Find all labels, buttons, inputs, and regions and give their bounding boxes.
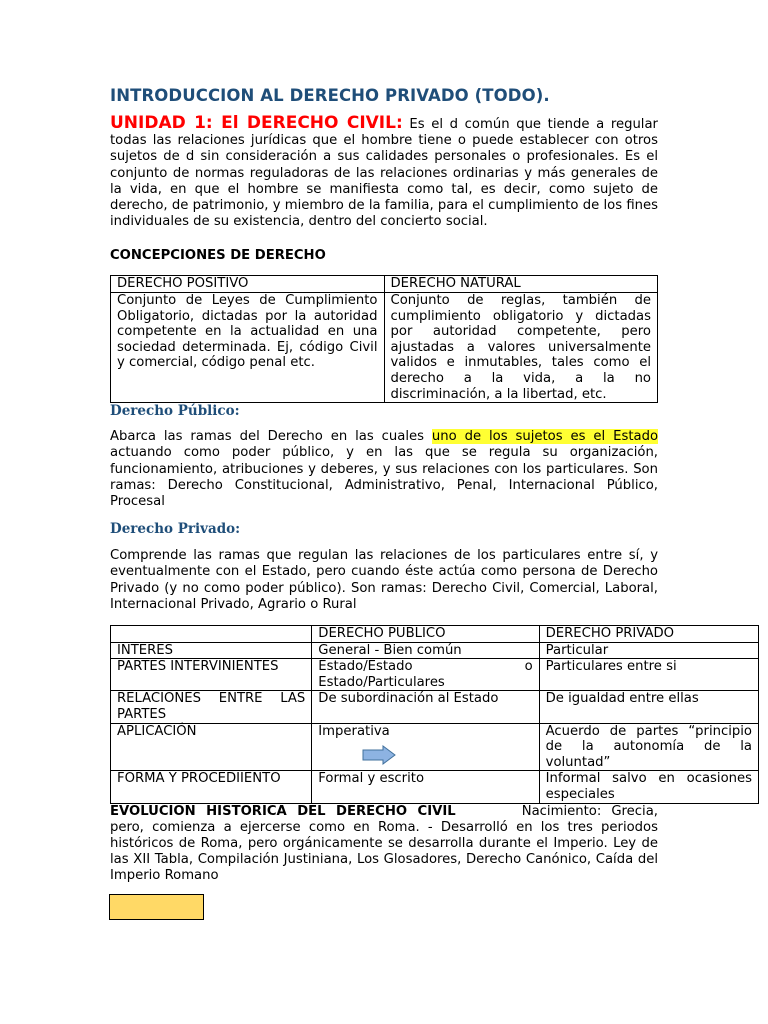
concepciones-heading: CONCEPCIONES DE DERECHO	[110, 248, 326, 264]
table-cell: Formal y escrito	[312, 771, 539, 803]
publico-paragraph	[110, 429, 658, 510]
table-row	[111, 626, 759, 643]
publico-heading: Derecho Público:	[110, 403, 240, 420]
publico-text-after: actuando como poder público, y en las que se regula su organización, funcionamiento, atribuciones y deberes, y sus relaciones con los particulares. Son ramas: Derecho Constitucional, Administrativo, Penal, Internacional Público, Procesal	[110, 445, 658, 509]
unit-heading: UNIDAD 1: El DERECHO CIVIL:	[110, 113, 403, 133]
table-cell: RELACIONES ENTRE LAS PARTES	[111, 691, 312, 723]
right-arrow-icon	[362, 745, 532, 765]
comparison-table	[110, 625, 759, 804]
table-row	[111, 659, 759, 691]
unit-text: Es el d común que tiende a regular todas las relaciones jurídicas que el hombre tiene o puede establecer con otros sujetos de d sin consideración a sus calidades personales o profesionales. Es el conjunto de normas reguladoras de las relaciones ordinarias y más generales de la vida, en que el hombre se manifiesta como tal, es decir, como sujeto de derecho, de patrimonio, y miembro de la familia, para el cumplimiento de los fines individuales de su existencia, dentro del concierto social.	[110, 117, 658, 230]
document-title: INTRODUCCION AL DERECHO PRIVADO (TODO).	[110, 86, 550, 105]
table-cell: APLICACIÓN	[111, 723, 312, 771]
table-cell: Particulares entre si	[539, 659, 758, 691]
positivo-text: Conjunto de Leyes de Cumplimiento Obligatorio, dictadas por la autoridad competente en la actualidad en una sociedad determinada. Ej, código Civil y comercial, código penal etc.	[111, 293, 385, 403]
evolucion-heading: EVOLUCION HISTORICA DEL DERECHO CIVIL	[110, 803, 456, 819]
yellow-shape	[109, 894, 204, 920]
table-row	[111, 642, 759, 659]
evolucion-paragraph	[110, 804, 658, 885]
document-page	[110, 86, 752, 885]
table-row	[111, 691, 759, 723]
comparison-header-publico: DERECHO PUBLICO	[312, 626, 539, 643]
table-cell: Informal salvo en ocasiones especiales	[539, 771, 758, 803]
publico-text-before: Abarca las ramas del Derecho en las cuales	[110, 429, 432, 445]
table-cell: Particular	[539, 642, 758, 659]
table-row	[111, 723, 759, 771]
concepciones-table	[110, 275, 658, 403]
table-cell: De subordinación al Estado	[312, 691, 539, 723]
privado-heading: Derecho Privado:	[110, 521, 241, 538]
table-row	[111, 276, 658, 293]
table-cell: INTERES	[111, 642, 312, 659]
publico-highlight: uno de los sujetos es el Estado	[431, 429, 659, 445]
table-cell: FORMA Y PROCEDIIENTO	[111, 771, 312, 803]
table-cell: Acuerdo de partes “principio de la autonomía de la voluntad”	[539, 723, 758, 771]
table-row	[111, 771, 759, 803]
table-cell: PARTES INTERVINIENTES	[111, 659, 312, 691]
table-cell: De igualdad entre ellas	[539, 691, 758, 723]
table-row	[111, 293, 658, 403]
natural-text: Conjunto de reglas, también de cumplimiento obligatorio y dictadas por autoridad competente, pero ajustadas a valores universalmente validos e inmutables, tales como el derecho a la vida, a la no discriminación, a la libertad, etc.	[384, 293, 658, 403]
positivo-header: DERECHO POSITIVO	[111, 276, 385, 293]
table-cell: Estado/Estado o Estado/Particulares	[312, 659, 539, 691]
natural-header: DERECHO NATURAL	[384, 276, 658, 293]
table-cell: General - Bien común	[312, 642, 539, 659]
table-cell	[312, 723, 539, 771]
table-cell-text: Imperativa	[318, 723, 390, 739]
privado-paragraph: Comprende las ramas que regulan las relaciones de los particulares entre sí, y eventualmente con el Estado, pero cuando éste actúa como persona de Derecho Privado (y no como poder público). Son ramas: Derecho Civil, Comercial, Laboral, Internacional Privado, Agrario o Rural	[110, 548, 658, 612]
unit-paragraph	[110, 115, 658, 230]
evolucion-text: Nacimiento: Grecia, pero, comienza a ejercerse como en Roma. - Desarrolló en los tres periodos históricos de Roma, pero orgánicamente se desarrolla durante el Imperio. Ley de las XII Tabla, Compilación Justiniana, Los Glosadores, Derecho Canónico, Caída del Imperio Romano	[110, 803, 658, 884]
comparison-header-empty	[111, 626, 312, 643]
comparison-header-privado: DERECHO PRIVADO	[539, 626, 758, 643]
